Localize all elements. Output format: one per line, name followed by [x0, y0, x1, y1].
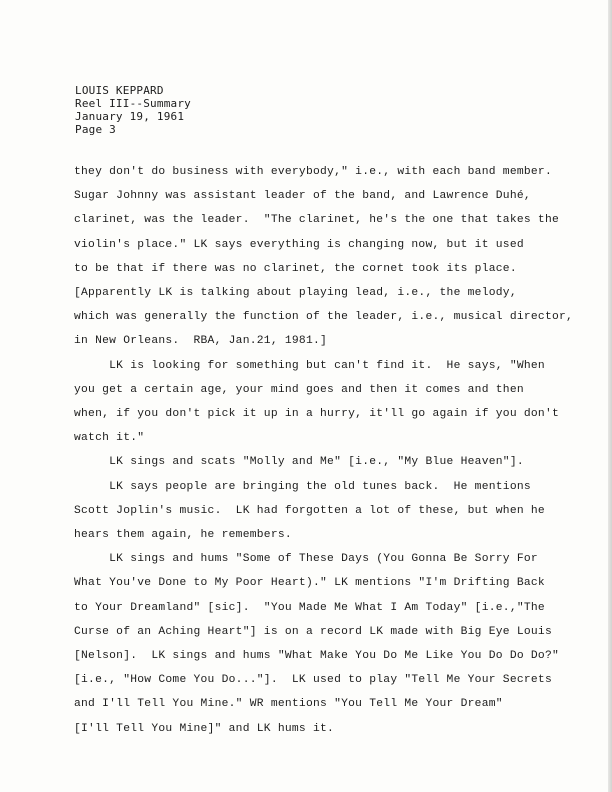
body-line: LK is looking for something but can't find it. He says, "When: [74, 359, 545, 372]
body-line: LK sings and scats "Molly and Me" [i.e., "My Blue Heaven"].: [74, 456, 524, 469]
body-line: watch it.": [74, 432, 145, 445]
body-line: Curse of an Aching Heart"] is on a record LK made with Big Eye Louis: [74, 625, 552, 638]
body-line: [Nelson]. LK sings and hums "What Make You Do Me Like You Do Do Do?": [74, 650, 560, 663]
body-line: [Apparently LK is talking about playing lead, i.e., the melody,: [74, 287, 517, 300]
body-line: and I'll Tell You Mine." WR mentions "You Tell Me Your Dream": [74, 698, 503, 711]
page-edge-shadow: [608, 0, 612, 792]
interview-date: January 19, 1961: [75, 110, 185, 123]
body-line: you get a certain age, your mind goes and then it comes and then: [74, 383, 524, 396]
body-line: LK says people are bringing the old tunes back. He mentions: [74, 480, 531, 493]
body-line: [I'll Tell You Mine]" and LK hums it.: [74, 722, 335, 735]
body-line: Sugar Johnny was assistant leader of the band, and Lawrence Duhé,: [74, 190, 531, 203]
body-line: they don't do business with everybody," i.e., with each band member.: [74, 166, 552, 178]
body-line: to be that if there was no clarinet, the cornet took its place.: [74, 262, 517, 275]
body-line: which was generally the function of the leader, i.e., musical director,: [74, 311, 574, 324]
page-number: Page 3: [75, 123, 116, 136]
body-line: Scott Joplin's music. LK had forgotten a lot of these, but when he: [74, 504, 545, 517]
interviewee-name: LOUIS KEPPARD: [75, 84, 164, 97]
document-header: [75, 84, 191, 136]
body-line: violin's place." LK says everything is changing now, but it used: [74, 238, 524, 251]
reel-label: Reel III--Summary: [75, 97, 191, 110]
body-line: hears them again, he remembers.: [74, 529, 292, 542]
body-line: clarinet, was the leader. "The clarinet, he's the one that takes the: [74, 214, 560, 227]
body-line: [i.e., "How Come You Do..."]. LK used to play "Tell Me Your Secrets: [74, 674, 552, 687]
body-line: What You've Done to My Poor Heart)." LK mentions "I'm Drifting Back: [74, 577, 545, 590]
body-line: to Your Dreamland" [sic]. "You Made Me What I Am Today" [i.e.,"The: [74, 601, 545, 614]
summary-body: [74, 160, 578, 741]
body-line: LK sings and hums "Some of These Days (You Gonna Be Sorry For: [74, 553, 538, 566]
body-line: when, if you don't pick it up in a hurry, it'll go again if you don't: [74, 408, 560, 421]
body-line: in New Orleans. RBA, Jan.21, 1981.]: [74, 335, 328, 348]
